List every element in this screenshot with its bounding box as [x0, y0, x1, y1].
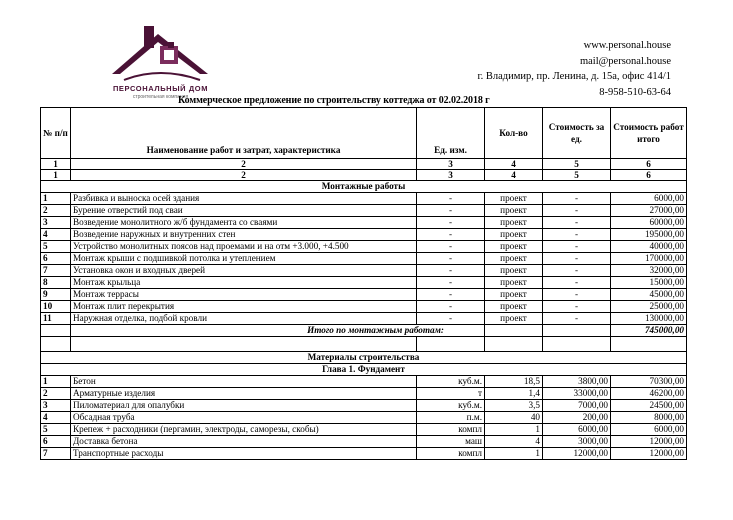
row-total: 60000,00	[611, 217, 687, 229]
table-row	[41, 448, 687, 460]
row-price: 200,00	[543, 412, 611, 424]
row-qty: проект	[485, 265, 543, 277]
row-number: 8	[41, 277, 71, 289]
blank-cell	[485, 337, 543, 352]
column-index-cell: 4	[485, 159, 543, 170]
row-unit: -	[417, 193, 485, 205]
row-number: 10	[41, 301, 71, 313]
row-price: -	[543, 241, 611, 253]
total-empty-cell	[543, 325, 611, 337]
table-row	[41, 376, 687, 388]
row-price: 3000,00	[543, 436, 611, 448]
row-unit: -	[417, 277, 485, 289]
table-row	[41, 217, 687, 229]
row-price: -	[543, 193, 611, 205]
row-qty: 1	[485, 424, 543, 436]
row-unit: -	[417, 289, 485, 301]
table-row	[41, 205, 687, 217]
row-price: 7000,00	[543, 400, 611, 412]
header-total: Стоимость работ итого	[611, 108, 687, 159]
row-name: Бурение отверстий под сваи	[71, 205, 417, 217]
row-qty: 4	[485, 436, 543, 448]
chapter-foundation-label: Глава 1. Фундамент	[41, 364, 687, 376]
row-qty: проект	[485, 205, 543, 217]
row-total: 195000,00	[611, 229, 687, 241]
row-number: 1	[41, 376, 71, 388]
column-index-cell: 3	[417, 170, 485, 181]
row-total: 25000,00	[611, 301, 687, 313]
column-index-cell: 6	[611, 170, 687, 181]
table-row	[41, 400, 687, 412]
row-name: Обсадная труба	[71, 412, 417, 424]
column-index-cell: 2	[71, 170, 417, 181]
row-number: 1	[41, 193, 71, 205]
row-price: 6000,00	[543, 424, 611, 436]
contact-phone: 8-958-510-63-64	[599, 86, 671, 98]
row-unit: -	[417, 241, 485, 253]
row-name: Установка окон и входных дверей	[71, 265, 417, 277]
row-unit: -	[417, 265, 485, 277]
row-name: Монтаж плит перекрытия	[71, 301, 417, 313]
column-index-cell: 5	[543, 159, 611, 170]
table-row	[41, 313, 687, 325]
row-qty: 1,4	[485, 388, 543, 400]
row-total: 70300,00	[611, 376, 687, 388]
row-unit: куб.м.	[417, 376, 485, 388]
row-qty: проект	[485, 241, 543, 253]
row-name: Монтаж крыши с подшивкой потолка и утеплением	[71, 253, 417, 265]
contact-website[interactable]: www.personal.house	[583, 40, 671, 51]
column-index-cell: 5	[543, 170, 611, 181]
works-total-label: Итого по монтажным работам:	[71, 325, 485, 337]
row-unit: -	[417, 229, 485, 241]
table-row	[41, 289, 687, 301]
row-total: 27000,00	[611, 205, 687, 217]
row-total: 46200,00	[611, 388, 687, 400]
blank-cell	[611, 337, 687, 352]
row-price: 12000,00	[543, 448, 611, 460]
row-qty: 18,5	[485, 376, 543, 388]
row-qty: проект	[485, 313, 543, 325]
row-unit: маш	[417, 436, 485, 448]
row-number: 5	[41, 424, 71, 436]
blank-row	[41, 337, 687, 352]
row-unit: п.м.	[417, 412, 485, 424]
section-materials	[41, 352, 687, 364]
row-name: Возведение наружных и внутренних стен	[71, 229, 417, 241]
row-total: 6000,00	[611, 193, 687, 205]
row-qty: проект	[485, 193, 543, 205]
row-total: 32000,00	[611, 265, 687, 277]
row-unit: компл	[417, 424, 485, 436]
row-total: 6000,00	[611, 424, 687, 436]
table-header-row	[41, 108, 687, 159]
row-qty: проект	[485, 253, 543, 265]
row-number: 6	[41, 436, 71, 448]
row-price: 3800,00	[543, 376, 611, 388]
row-price: -	[543, 289, 611, 301]
row-total: 40000,00	[611, 241, 687, 253]
column-index-row	[41, 170, 687, 181]
blank-cell	[71, 337, 417, 352]
row-name: Наружная отделка, подбой кровли	[71, 313, 417, 325]
row-qty: проект	[485, 301, 543, 313]
row-total: 170000,00	[611, 253, 687, 265]
logo-name: ПЕРСОНАЛЬНЫЙ ДОМ	[112, 84, 209, 93]
header-price: Стоимость за ед.	[543, 108, 611, 159]
header-num: № п/п	[41, 108, 71, 159]
row-qty: проект	[485, 289, 543, 301]
table-row	[41, 412, 687, 424]
row-name: Разбивка и выноска осей здания	[71, 193, 417, 205]
section-mounting-works-label: Монтажные работы	[41, 181, 687, 193]
table-row	[41, 277, 687, 289]
row-number: 5	[41, 241, 71, 253]
row-price: -	[543, 229, 611, 241]
table-row	[41, 229, 687, 241]
column-index-cell: 4	[485, 170, 543, 181]
column-index-cell: 1	[41, 170, 71, 181]
row-price: -	[543, 277, 611, 289]
row-number: 6	[41, 253, 71, 265]
works-total-value: 745000,00	[611, 325, 687, 337]
total-empty-cell	[485, 325, 543, 337]
row-name: Транспортные расходы	[71, 448, 417, 460]
row-number: 3	[41, 217, 71, 229]
column-index-cell: 3	[417, 159, 485, 170]
logo-subtitle: строительная компания	[132, 94, 189, 100]
row-price: -	[543, 301, 611, 313]
table-row	[41, 241, 687, 253]
document-title: Коммерческое предложение по строительству коттеджа от 02.02.2018 г	[178, 95, 490, 106]
row-name: Крепеж + расходники (пергамин, электроды, саморезы, скобы)	[71, 424, 417, 436]
table-row	[41, 436, 687, 448]
row-number: 4	[41, 412, 71, 424]
row-qty: проект	[485, 229, 543, 241]
row-number: 2	[41, 388, 71, 400]
row-name: Монтаж террасы	[71, 289, 417, 301]
works-total-row	[41, 325, 687, 337]
blank-cell	[41, 337, 71, 352]
row-unit: куб.м.	[417, 400, 485, 412]
row-unit: -	[417, 217, 485, 229]
chapter-foundation	[41, 364, 687, 376]
contact-address: г. Владимир, пр. Ленина, д. 15а, офис 414/1	[477, 71, 671, 82]
section-mounting-works	[41, 181, 687, 193]
row-name: Пиломатериал для опалубки	[71, 400, 417, 412]
row-name: Устройство монолитных поясов над проемами и на отм +3.000, +4.500	[71, 241, 417, 253]
row-name: Бетон	[71, 376, 417, 388]
blank-cell	[417, 337, 485, 352]
row-total: 8000,00	[611, 412, 687, 424]
row-unit: -	[417, 205, 485, 217]
column-index-row	[41, 159, 687, 170]
row-total: 130000,00	[611, 313, 687, 325]
row-total: 12000,00	[611, 436, 687, 448]
row-number: 2	[41, 205, 71, 217]
table-row	[41, 265, 687, 277]
column-index-cell: 1	[41, 159, 71, 170]
row-qty: проект	[485, 277, 543, 289]
table-row	[41, 424, 687, 436]
row-price: -	[543, 265, 611, 277]
row-number: 7	[41, 265, 71, 277]
row-price: 33000,00	[543, 388, 611, 400]
row-qty: проект	[485, 217, 543, 229]
row-unit: компл	[417, 448, 485, 460]
row-number: 4	[41, 229, 71, 241]
row-price: -	[543, 205, 611, 217]
header-name: Наименование работ и затрат, характеристика	[71, 108, 417, 159]
row-total: 15000,00	[611, 277, 687, 289]
column-index-cell: 6	[611, 159, 687, 170]
row-number: 3	[41, 400, 71, 412]
table-row	[41, 253, 687, 265]
blank-cell	[543, 337, 611, 352]
row-total: 12000,00	[611, 448, 687, 460]
row-number: 11	[41, 313, 71, 325]
row-price: -	[543, 217, 611, 229]
row-total: 24500,00	[611, 400, 687, 412]
row-unit: -	[417, 253, 485, 265]
row-qty: 3,5	[485, 400, 543, 412]
header-unit: Ед. изм.	[417, 108, 485, 159]
contact-block	[478, 38, 671, 100]
row-price: -	[543, 253, 611, 265]
row-qty: 1	[485, 448, 543, 460]
row-name: Доставка бетона	[71, 436, 417, 448]
column-index-cell: 2	[71, 159, 417, 170]
total-empty-cell	[41, 325, 71, 337]
table-row	[41, 193, 687, 205]
contact-email[interactable]: mail@personal.house	[579, 55, 671, 67]
header-qty: Кол-во	[485, 108, 543, 159]
row-unit: -	[417, 301, 485, 313]
row-name: Монтаж крыльца	[71, 277, 417, 289]
row-qty: 40	[485, 412, 543, 424]
section-materials-label: Материалы строительства	[41, 352, 687, 364]
row-total: 45000,00	[611, 289, 687, 301]
row-unit: -	[417, 313, 485, 325]
row-unit: т	[417, 388, 485, 400]
row-name: Арматурные изделия	[71, 388, 417, 400]
table-row	[41, 388, 687, 400]
row-number: 9	[41, 289, 71, 301]
row-name: Возведение монолитного ж/б фундамента со сваями	[71, 217, 417, 229]
table-row	[41, 301, 687, 313]
row-price: -	[543, 313, 611, 325]
row-number: 7	[41, 448, 71, 460]
estimate-table	[40, 107, 687, 460]
